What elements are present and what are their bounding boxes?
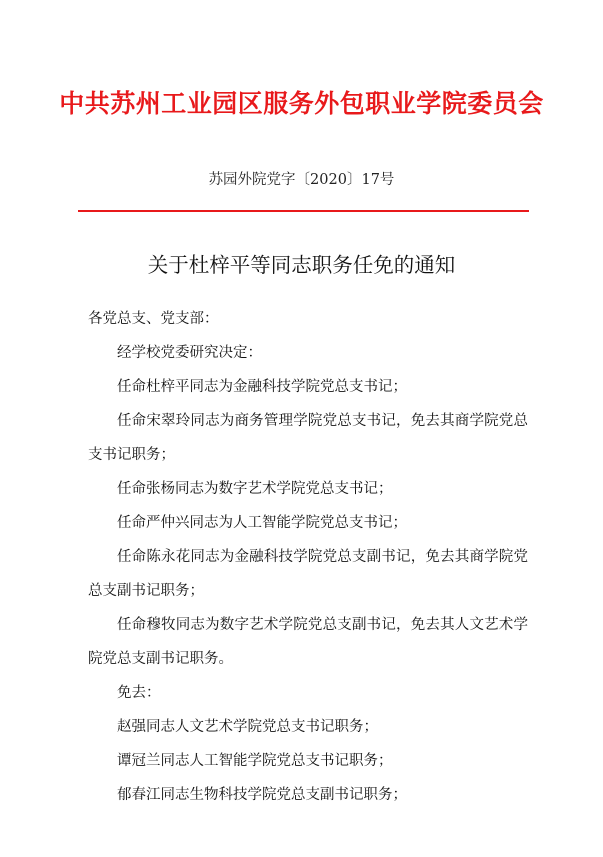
paragraph-appointment: 任命张杨同志为数字艺术学院党总支书记； <box>117 481 393 497</box>
org-header: 中共苏州工业园区服务外包职业学院委员会 <box>59 89 544 118</box>
paragraph-removal: 郁春江同志生物科技学院党总支副书记职务； <box>117 787 407 803</box>
document-number: 苏园外院党字〔2020〕17号 <box>208 172 395 188</box>
paragraph-removal-heading: 免去： <box>117 685 161 701</box>
salutation: 各党总支、党支部： <box>88 311 219 327</box>
paragraph-appointment: 任命严仲兴同志为人工智能学院党总支书记； <box>117 515 407 531</box>
document-title: 关于杜梓平等同志职务任免的通知 <box>147 253 456 277</box>
paragraph-appointment: 任命宋翠玲同志为商务管理学院党总支书记，免去其商学院党总支书记职务； <box>88 413 528 463</box>
paragraph-appointment: 任命杜梓平同志为金融科技学院党总支书记； <box>117 379 407 395</box>
paragraph-decision: 经学校党委研究决定： <box>117 345 262 361</box>
red-divider-line <box>78 210 529 212</box>
paragraph-removal: 赵强同志人文艺术学院党总支书记职务； <box>117 719 378 735</box>
paragraph-removal: 谭冠兰同志人工智能学院党总支书记职务； <box>117 753 393 769</box>
document-body <box>88 302 528 812</box>
paragraph-appointment: 任命陈永花同志为金融科技学院党总支副书记，免去其商学院党总支副书记职务； <box>88 549 528 599</box>
paragraph-appointment: 任命穆牧同志为数字艺术学院党总支副书记，免去其人文艺术学院党总支副书记职务。 <box>88 617 528 667</box>
